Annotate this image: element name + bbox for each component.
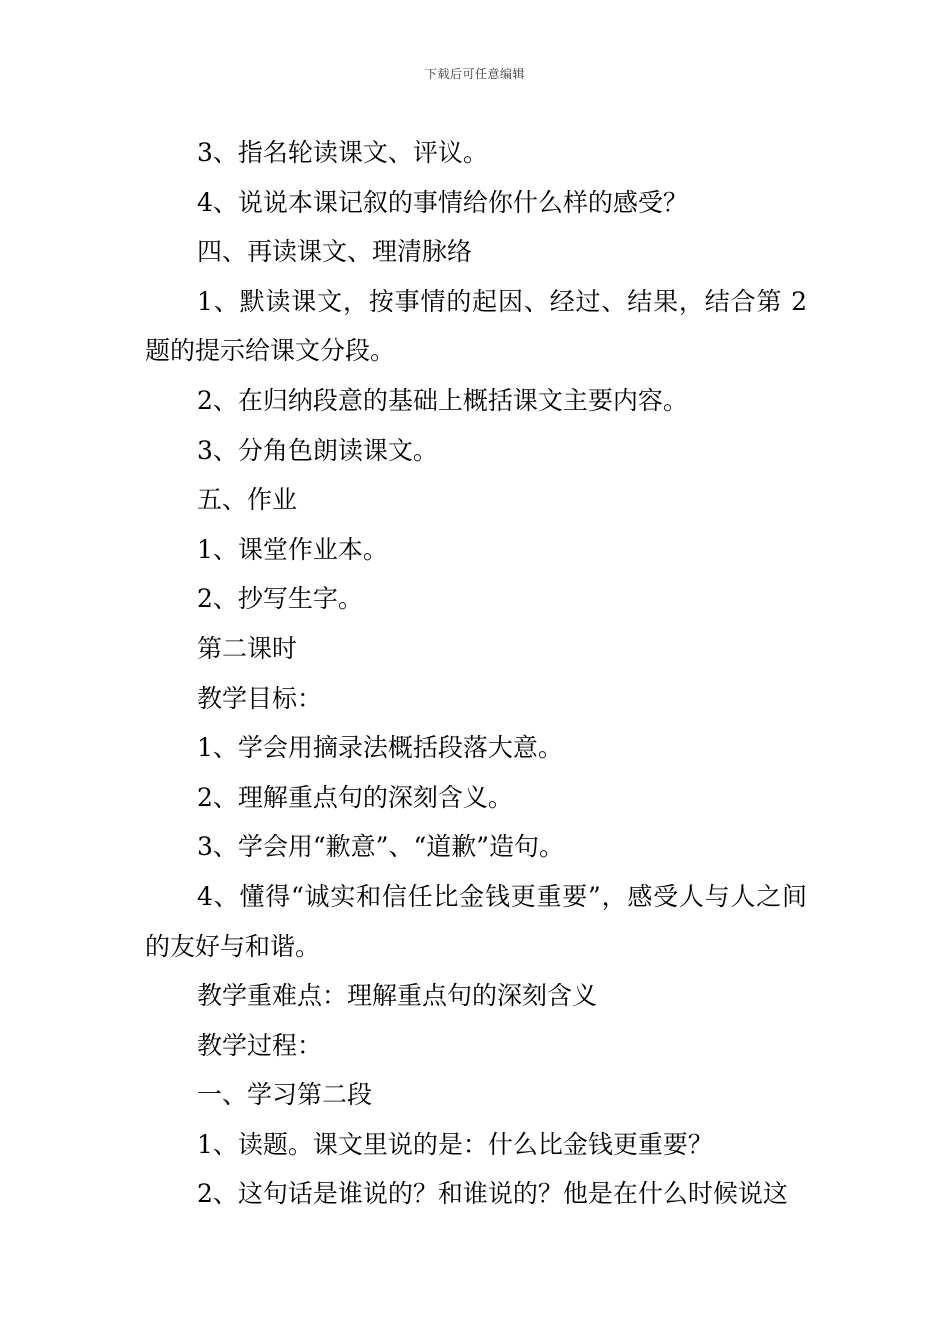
paragraph: 4、懂得“诚实和信任比金钱更重要”，感受人与人之间的友好与和谐。 — [145, 881, 807, 961]
paragraph: 3、指名轮读课文、评议。 — [197, 138, 488, 167]
section-heading: 一、学习第二段 — [197, 1080, 373, 1110]
paragraph: 3、分角色朗读课文。 — [197, 435, 438, 465]
paragraph: 4、说说本课记叙的事情给你什么样的感受？ — [197, 187, 688, 217]
paragraph: 2、在归纳段意的基础上概括课文主要内容。 — [197, 385, 688, 415]
section-heading: 第二课时 — [197, 633, 298, 663]
paragraph: 1、默读课文，按事情的起因、经过、结果，结合第 2 题的提示给课文分段。 — [145, 286, 807, 366]
paragraph: 2、这句话是谁说的？和谁说的？他是在什么时候说这 — [197, 1179, 788, 1209]
paragraph: 2、抄写生字。 — [197, 584, 363, 614]
paragraph: 3、学会用“歉意”、“道歉”造句。 — [197, 832, 565, 862]
paragraph: 2、理解重点句的深刻含义。 — [197, 782, 513, 812]
paragraph: 教学目标： — [197, 683, 323, 713]
paragraph: 1、学会用摘录法概括段落大意。 — [197, 733, 563, 763]
page-header: 下载后可任意编辑 — [424, 67, 525, 81]
paragraph: 1、课堂作业本。 — [197, 534, 388, 564]
paragraph: 教学过程： — [197, 1030, 323, 1060]
document-body — [145, 128, 807, 1219]
section-heading: 四、再读课文、理清脉络 — [197, 237, 473, 267]
paragraph: 1、读题。课文里说的是：什么比金钱更重要？ — [197, 1129, 713, 1159]
paragraph: 教学重难点：理解重点句的深刻含义 — [197, 981, 598, 1011]
section-heading: 五、作业 — [197, 485, 298, 515]
